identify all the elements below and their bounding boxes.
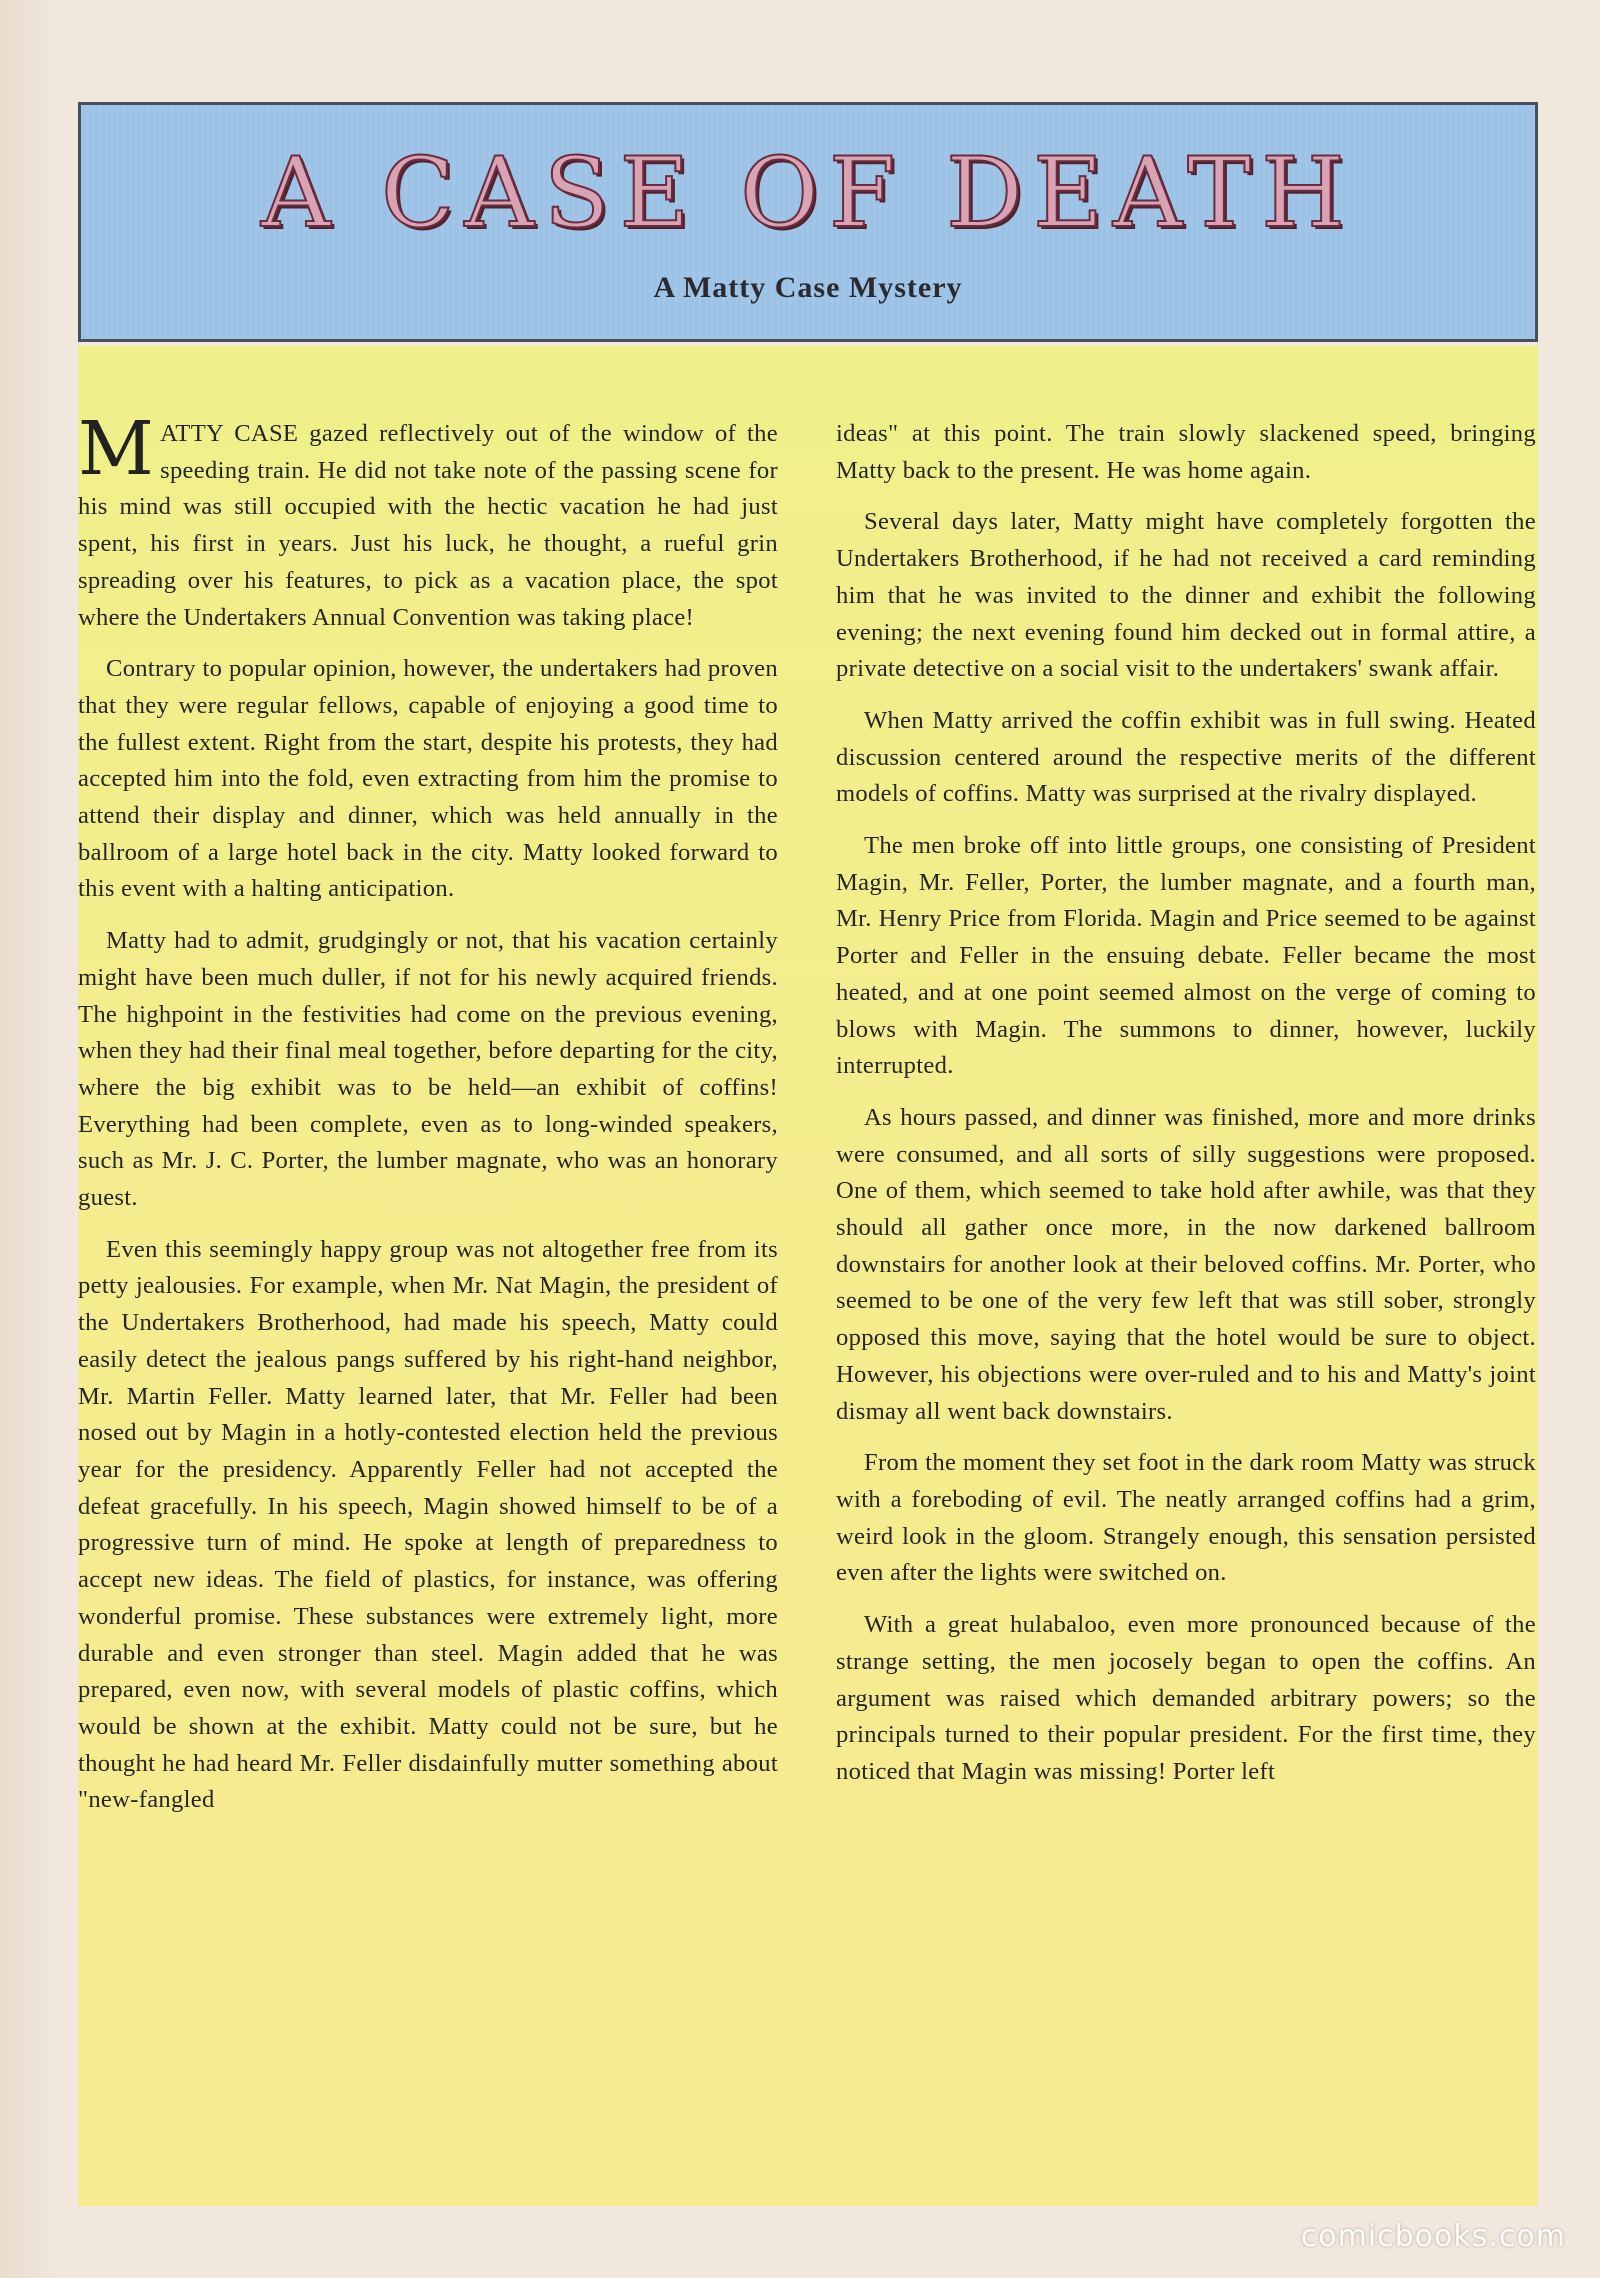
page-edge <box>0 0 60 2278</box>
story-subtitle: A Matty Case Mystery <box>653 271 963 304</box>
paragraph: The men broke off into little groups, one consisting of President Magin, Mr. Feller, Porter, the lumber magnate, and a fourth man, Mr. Henry Price from Florida. Magin and Price seemed to be against Porter and Feller in the ensuing debate. Feller became the most heated, and at one point seemed almost on the verge of coming to blows with Magin. The summons to dinner, however, luckily interrupted. <box>836 832 1536 1080</box>
title-banner <box>78 102 1538 342</box>
paragraph-text: ATTY CASE gazed reflectively out of the window of the speeding train. He did not take note of the passing scene for his mind was still occupied with the hectic vacation he had just spent, his first in years. Just his luck, he thought, a rueful grin spreading over his features, to pick as a vacation place, the spot where the Undertakers Annual Convention was taking place! <box>78 420 778 631</box>
drop-cap: M <box>78 406 155 492</box>
paragraph: As hours passed, and dinner was finished, more and more drinks were consumed, and all sorts of silly suggestions were proposed. One of them, which seemed to take hold after awhile, was that they should all gather once more, in the now darkened ballroom downstairs for another look at their beloved coffins. Mr. Porter, who seemed to be one of the very few left that was still sober, strongly opposed this move, saying that the hotel would be sure to object. However, his objections were over-ruled and to his and Matty's joint dismay all went back downstairs. <box>836 1103 1536 1425</box>
paragraph: With a great hulabaloo, even more pronounced because of the strange setting, the men jocosely began to open the coffins. An argument was raised which demanded arbitrary powers; so the principals turned to their popular president. For the first time, they noticed that Magin was missing! Porter left <box>836 1611 1536 1785</box>
story-column-right <box>836 416 1536 1806</box>
story-column-left <box>78 406 778 1834</box>
paragraph: Matty had to admit, grudgingly or not, that his vacation certainly might have been much duller, if not for his newly acquired friends. The highpoint in the festivities had come on the previous evening, when they had their final meal together, before departing for the city, where the big exhibit was to be held—an exhibit of coffins! Everything had been complete, even as to long-winded speakers, such as Mr. J. C. Porter, the lumber magnate, who was an honorary guest. <box>78 927 778 1212</box>
paragraph: Several days later, Matty might have completely forgotten the Undertakers Brotherhood, if he had not received a card reminding him that he was invited to the dinner and exhibit the following evening; the next evening found him decked out in formal attire, a private detective on a social visit to the undertakers' swank affair. <box>836 508 1536 683</box>
paragraph: Contrary to popular opinion, however, the undertakers had proven that they were regular fellows, capable of enjoying a good time to the fullest extent. Right from the start, despite his protests, they had accepted him into the fold, even extracting from him the promise to attend their display and dinner, which was held annually in the ballroom of a large hotel back in the city. Matty looked forward to this event with a halting anticipation. <box>78 655 778 903</box>
story-panel <box>78 346 1538 2206</box>
story-title: A CASE OF DEATH <box>261 137 1355 249</box>
paragraph: Even this seemingly happy group was not altogether free from its petty jealousies. For example, when Mr. Nat Magin, the president of the Undertakers Brotherhood, had made his speech, Matty could easily detect the jealous pangs suffered by his right-hand neighbor, Mr. Martin Feller. Matty learned later, that Mr. Feller had been nosed out by Magin in a hotly-contested election held the previous year for the presidency. Apparently Feller had not accepted the defeat gracefully. In his speech, Magin showed himself to be of a progressive turn of mind. He spoke at length of preparedness to accept new ideas. The field of plastics, for instance, was offering wonderful promise. These substances were extremely light, more durable and even stronger than steel. Magin added that he was prepared, even now, with several models of plastic coffins, which would be shown at the exhibit. Matty could not be sure, but he thought he had heard Mr. Feller disdainfully mutter something about "new-fangled <box>78 1235 778 1814</box>
paragraph: ideas" at this point. The train slowly slackened speed, bringing Matty back to the present. He was home again. <box>836 420 1536 484</box>
paragraph <box>78 406 778 636</box>
paragraph: When Matty arrived the coffin exhibit was in full swing. Heated discussion centered around the respective merits of the different models of coffins. Matty was surprised at the rivalry displayed. <box>836 706 1536 808</box>
site-watermark: comicbooks.com <box>1300 2219 1566 2254</box>
paragraph: From the moment they set foot in the dark room Matty was struck with a foreboding of evil. The neatly arranged coffins had a grim, weird look in the gloom. Strangely enough, this sensation persisted even after the lights were switched on. <box>836 1449 1536 1587</box>
